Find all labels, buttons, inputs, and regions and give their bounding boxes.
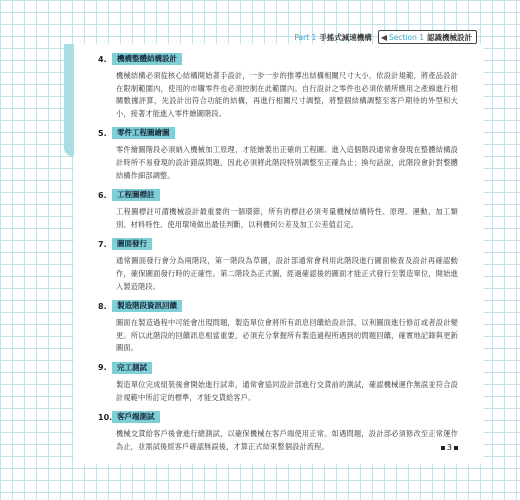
section-heading bbox=[98, 126, 458, 140]
section-number: 7. bbox=[98, 239, 107, 249]
section-title-highlight: 完工測試 bbox=[112, 362, 152, 374]
section-number: 10. bbox=[98, 412, 113, 422]
square-bullet-icon bbox=[441, 446, 445, 450]
page-number bbox=[441, 443, 458, 452]
arrow-left-icon: ◀ bbox=[380, 32, 387, 42]
page-number-text: 3 bbox=[446, 443, 452, 452]
section-item bbox=[98, 126, 458, 182]
section-title-highlight: 零件工程圖繪圖 bbox=[112, 127, 175, 139]
section-item bbox=[98, 188, 458, 231]
content-area bbox=[98, 52, 458, 459]
section-title-highlight: 工程圖標註 bbox=[112, 189, 160, 201]
section-tag bbox=[378, 30, 477, 44]
section-paragraph: 通常圖面發行會分為兩階段，第一階段為草圖，設計部通常會利用此階段進行圖面檢查及設計再確認動作，確保圖面發行時的正確性。第二階段為正式圖，經過確認後的圖面才能正式發行至製造單位，開始進入製造階段。 bbox=[116, 256, 458, 291]
side-tab-decoration bbox=[64, 44, 74, 156]
section-title-highlight: 機構整體結構設計 bbox=[112, 53, 182, 65]
section-item bbox=[98, 361, 458, 404]
section-paragraph: 機械交貨給客戶後會進行總測試，以確保機械在客戶端使用正常。如遇問題，設計部必須修改至正常運作為止，並需試後經客戶確認無誤後，才算正式結束整個設計流程。 bbox=[116, 429, 458, 451]
section-paragraph: 製造單位完成組裝後會開始進行試車，通常會協同設計部進行交貨前的測試，確認機械運作無誤並符合設計規範中所訂定的標準，才能交貨給客戶。 bbox=[116, 379, 458, 402]
section-heading bbox=[98, 361, 458, 375]
section-number: 5. bbox=[98, 128, 107, 138]
section-paragraph: 機械結構必須從核心結構開始著手設計，一步一步的推導出結構相關尺寸大小，依設計規範，將產品設計在限制範圍內，使用的市購零件也必須控制在此範圍內。自行設計之零件也必須依循所應用之產線進行相關數據評算，先設計出符合功能的結構，再進行相關尺寸調整，將整個結構調整至客戶期待的外型和大小，接著才能進入零件繪圖階段。 bbox=[116, 71, 458, 118]
section-item bbox=[98, 237, 458, 293]
section-number: 4. bbox=[98, 54, 107, 64]
section-heading bbox=[98, 52, 458, 66]
running-header bbox=[225, 30, 477, 44]
section-paragraph: 零件繪圖階段必須納入機械加工原理，才能繪製出正確的工程圖。進入這個階段通常會發現在整體結構設計時所不易發現的設計錯誤問題，因此必須將此階段特別調整至正確為止；換句話說，此階段會針對整體結構作細部調整。 bbox=[116, 145, 458, 180]
section-number: 9. bbox=[98, 363, 107, 373]
section-heading bbox=[98, 237, 458, 251]
section-item bbox=[98, 299, 458, 355]
chapter-title: 手搖式減速機構 bbox=[319, 32, 372, 42]
section-item bbox=[98, 52, 458, 120]
part-label: Part 1 bbox=[294, 32, 317, 42]
section-paragraph: 圖面在製造過程中可能會出現問題，製造單位會將所有訊息回饋給設計部，以利圖面進行修訂或者設計變更。所以此階段的回饋訊息相當重要，必須充分掌握所有製造過程所遇到的問題回饋，確實地記錄與更新圖面。 bbox=[116, 318, 458, 353]
section-paragraph: 工程圖標註可謂機械設計最重要的一個環節，所有的標註必須考量機械結構特性、原理、運動、加工類別、材料特性、使用環境做出最佳判斷，以利機何公差及加工公差值訂定。 bbox=[116, 207, 458, 229]
section-title-highlight: 客戶端測試 bbox=[112, 411, 160, 423]
section-heading bbox=[98, 299, 458, 313]
section-item bbox=[98, 410, 458, 453]
page-body bbox=[74, 44, 484, 464]
section-title-highlight: 圖面發行 bbox=[112, 238, 152, 250]
section-title: 認識機械設計 bbox=[427, 32, 472, 42]
section-number: 8. bbox=[98, 301, 107, 311]
square-bullet-icon bbox=[454, 446, 458, 450]
section-title-highlight: 製造階段資訊回饋 bbox=[112, 300, 182, 312]
section-number: 6. bbox=[98, 190, 107, 200]
section-heading bbox=[98, 188, 458, 202]
section-label: Section 1 bbox=[388, 32, 424, 42]
section-heading bbox=[98, 410, 458, 424]
